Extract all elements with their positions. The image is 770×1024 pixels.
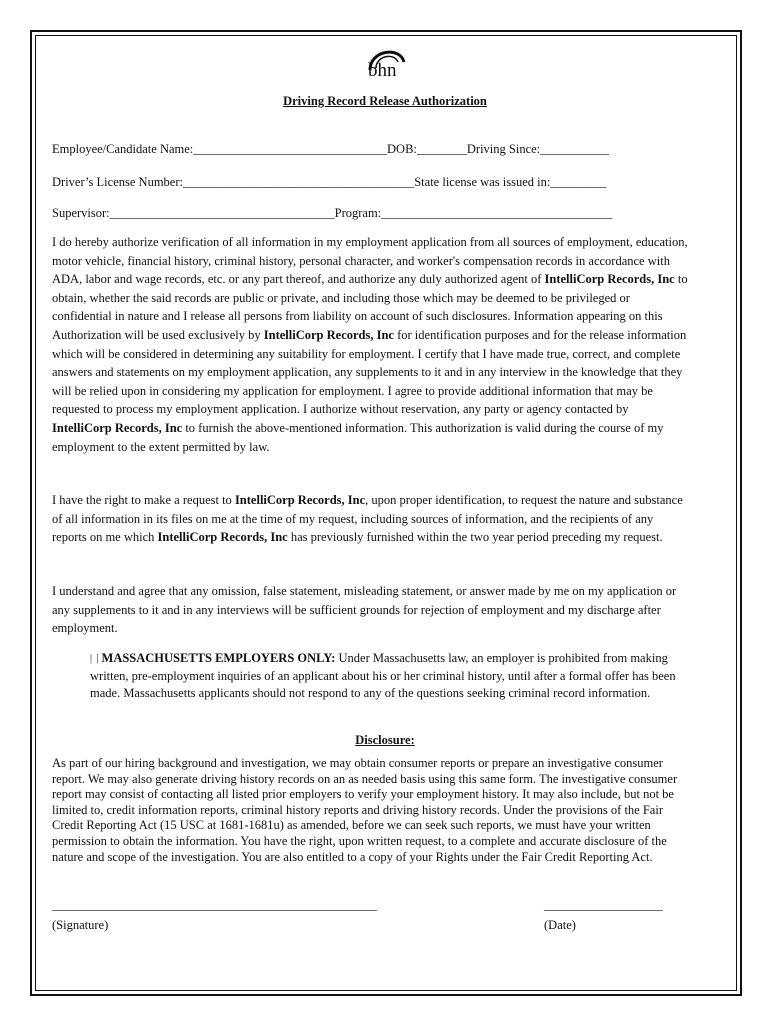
company-name: IntelliCorp Records, Inc <box>234 493 366 507</box>
license-state-line[interactable]: Driver’s License Number:_____________________________________State license was issued in:_________ <box>52 175 607 189</box>
supervisor-program-line[interactable]: Supervisor:____________________________________Program:_____________________________________ <box>52 206 613 220</box>
disclosure-title: Disclosure: <box>355 733 415 747</box>
company-name: IntelliCorp Records, Inc <box>263 327 394 342</box>
bhn-logo <box>362 40 410 90</box>
agreement-paragraph: I understand and agree that any omission, false statement, misleading statement, or answer made by me on my application or any supplements to it and in any interviews will be sufficient grounds for rejection of employment and my discharge after employment. <box>52 584 677 636</box>
date-line[interactable]: ___________________ <box>544 898 663 912</box>
document-title: Driving Record Release Authorization <box>283 94 487 108</box>
date-label: (Date) <box>544 918 576 932</box>
authorization-paragraph: I do hereby authorize verification of all information in my employment application from all sources of employment, education, motor vehicle, financial history, criminal history, personal character, and worker's compensation records in accordance with ADA, labor and wage records, etc. or any part thereof, and authorize any duly authorized agent of IntelliCorp Records, Inc to obtain, whether the said records are public or private, and including those which may be deemed to be privileged or confidential in nature and I release all persons from liability on account of such disclosures. Information appearing on this Authorization will be used exclusively by IntelliCorp Records, Inc for identification purposes and for the release information which will be considered in determining any suitability for employment. I certify that I have made true, correct, and complete answers and statements on my employment application, any supplements to it and in any interview in the knowledge that they will be relied upon in considering my application for employment. I agree to provide additional information that may be requested to process my employment application. I authorize without reservation, any party or agency contacted by IntelliCorp Records, Inc to furnish the above-mentioned information. This authorization is valid during the course of my employment to the extent permitted by law. <box>52 235 688 454</box>
company-name: IntelliCorp Records, Inc <box>157 530 288 545</box>
massachusetts-notice: | | MASSACHUSETTS EMPLOYERS ONLY: Under Massachusetts law, an employer is prohibited from making written, pre-employment inquiries of an applicant about his or her criminal history, until after a formal offer has been made. Massachusetts applicants should not respond to any of the questions seeking criminal record information. <box>90 651 676 700</box>
signature-line[interactable]: ____________________________________________________ <box>52 898 377 912</box>
disclosure-text: As part of our hiring background and investigation, we may obtain consumer reports or prepare an investigative consumer report. We may also generate driving history records on an as needed basis using this same form. The investigative consumer report may consist of contacting all listed prior employers to verify your employment history. It may also include, but not be limited to, credit information reports, criminal history reports and driving history records. Under the provisions of the Fair Credit Reporting Act (15 USC at 1681-1681u) as amended, before we can seek such reports, we must have your written permission to obtain the information. You have the right, upon written request, to a complete and accurate disclosure of the nature and scope of the investigation. You are also entitled to a copy of your Rights under the Fair Credit Reporting Act. <box>52 756 678 864</box>
signature-label: (Signature) <box>52 918 109 932</box>
company-name: IntelliCorp Records, Inc <box>544 272 675 287</box>
name-dob-driving-since-line[interactable]: Employee/Candidate Name:_______________________________DOB:________Driving Since:___________ <box>52 142 609 156</box>
right-to-request-paragraph: I have the right to make a request to IntelliCorp Records, Inc, upon proper identification, to request the nature and substance of all information in its files on me at the time of my request, including sources of information, and the recipients of any reports on me which IntelliCorp Records, Inc has previously furnished within the two year period preceding my request. <box>52 493 683 545</box>
massachusetts-heading: MASSACHUSETTS EMPLOYERS ONLY: <box>101 651 336 665</box>
massachusetts-checkbox[interactable]: | | <box>90 653 100 664</box>
logo-text: bhn <box>368 60 397 81</box>
company-name: IntelliCorp Records, Inc <box>52 420 183 435</box>
